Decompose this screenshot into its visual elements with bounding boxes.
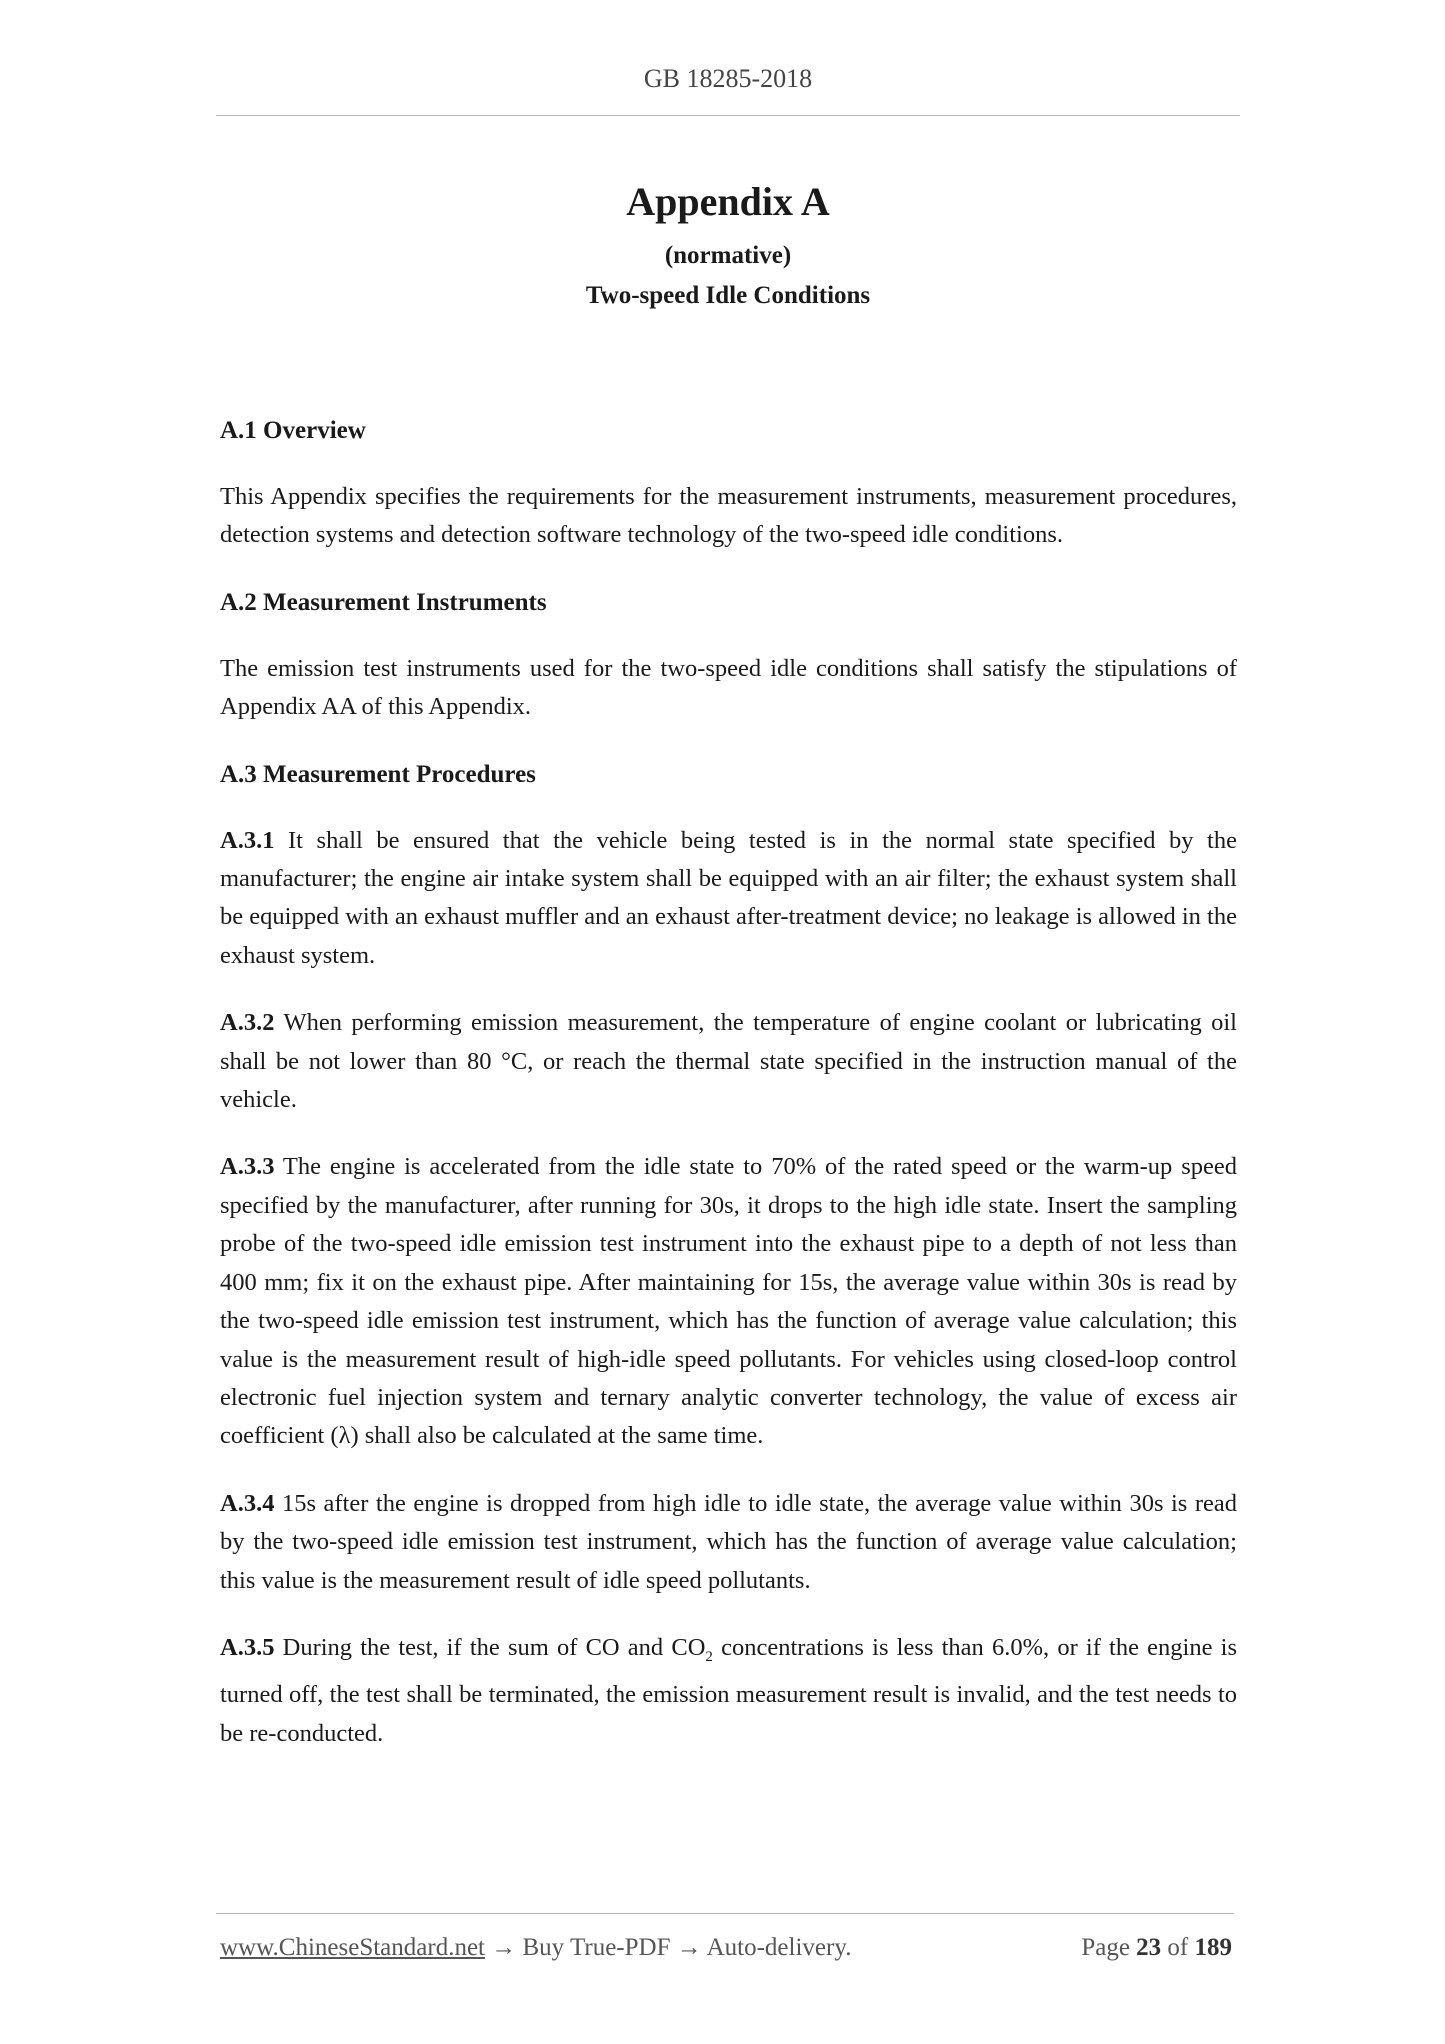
clause-text: It shall be ensured that the vehicle being tested is in the normal state specified by the manufacturer; the engine air intake system shall be equipped with an air filter; the exhaust system shall be equipped with an exhaust muffler and an exhaust after-treatment device; no leakage is allowed in the exhaust system. <box>220 826 1237 969</box>
clause-number: A.3.1 <box>220 826 275 854</box>
footer-divider <box>216 1913 1234 1914</box>
clause-a3-4 <box>220 1485 1237 1600</box>
total-pages: 189 <box>1194 1934 1232 1961</box>
page-footer <box>220 1934 1232 1962</box>
arrow-icon: → <box>491 1934 517 1961</box>
appendix-title-block <box>216 174 1240 316</box>
clause-a3-2 <box>220 1004 1237 1119</box>
page-number <box>1081 1934 1232 1962</box>
clause-a3-3 <box>220 1148 1237 1455</box>
clause-text: During the test, if the sum of CO and CO <box>282 1633 706 1661</box>
clause-text: When performing emission measurement, the temperature of engine coolant or lubricating oil shall be not lower than 80 °C, or reach the thermal state specified in the instruction manual of the vehicle. <box>220 1009 1237 1114</box>
arrow-icon: → <box>676 1934 702 1961</box>
section-heading-a3: A.3 Measurement Procedures <box>220 760 536 788</box>
header-divider <box>216 115 1240 116</box>
website-link[interactable]: www.ChineseStandard.net <box>220 1934 485 1961</box>
clause-number: A.3.4 <box>220 1489 275 1517</box>
current-page: 23 <box>1136 1934 1162 1961</box>
clause-number: A.3.2 <box>220 1009 275 1037</box>
buy-true-pdf-text: Buy True-PDF <box>522 1934 671 1961</box>
appendix-title: Appendix A <box>626 179 830 224</box>
section-text-a2: The emission test instruments used for the two-speed idle conditions shall satisfy the stipulations of Appendix AA of this Appendix. <box>220 654 1237 721</box>
appendix-type: (normative) <box>664 242 792 269</box>
footer-left <box>220 1934 851 1962</box>
clause-number: A.3.5 <box>220 1633 275 1661</box>
document-body <box>220 412 1237 1782</box>
appendix-name: Two-speed Idle Conditions <box>585 282 871 309</box>
clause-number: A.3.3 <box>220 1153 275 1181</box>
document-id-header: GB 18285-2018 <box>643 64 813 93</box>
clause-text-continued: concentrations is less than 6.0%, or if the engine is turned off, the test shall be terminated, the emission measurement result is invalid, and the test needs to be re-conducted. <box>220 1633 1238 1747</box>
clause-a3-5 <box>220 1629 1237 1753</box>
clause-text: The engine is accelerated from the idle state to 70% of the rated speed or the warm-up speed specified by the manufacturer, after running for 30s, it drops to the high idle state. Insert the sampling probe of the two-speed idle emission test instrument into the exhaust pipe to a depth of not less than 400 mm; fix it on the exhaust pipe. After maintaining for 15s, the average value within 30s is read by the two-speed idle emission test instrument, which has the function of average value calculation; this value is the measurement result of high-idle speed pollutants. For vehicles using closed-loop control electronic fuel injection system and ternary analytic converter technology, the value of excess air coefficient (λ) shall also be calculated at the same time. <box>220 1153 1237 1450</box>
section-heading-a2: A.2 Measurement Instruments <box>220 588 547 616</box>
section-text-a1: This Appendix specifies the requirements for the measurement instruments, measurement procedures, detection systems and detection software technology of the two-speed idle conditions. <box>220 483 1237 549</box>
auto-delivery-text: Auto-delivery. <box>706 1934 852 1961</box>
clause-a3-1 <box>220 822 1237 976</box>
of-label: of <box>1167 1934 1189 1961</box>
subscript-2: 2 <box>705 1648 713 1665</box>
clause-text: 15s after the engine is dropped from high idle to idle state, the average value within 30s is read by the two-speed idle emission test instrument, which has the function of average value calculation; this value is the measurement result of idle speed pollutants. <box>220 1489 1237 1594</box>
page-label: Page <box>1081 1934 1130 1961</box>
section-heading-a1: A.1 Overview <box>220 417 366 444</box>
